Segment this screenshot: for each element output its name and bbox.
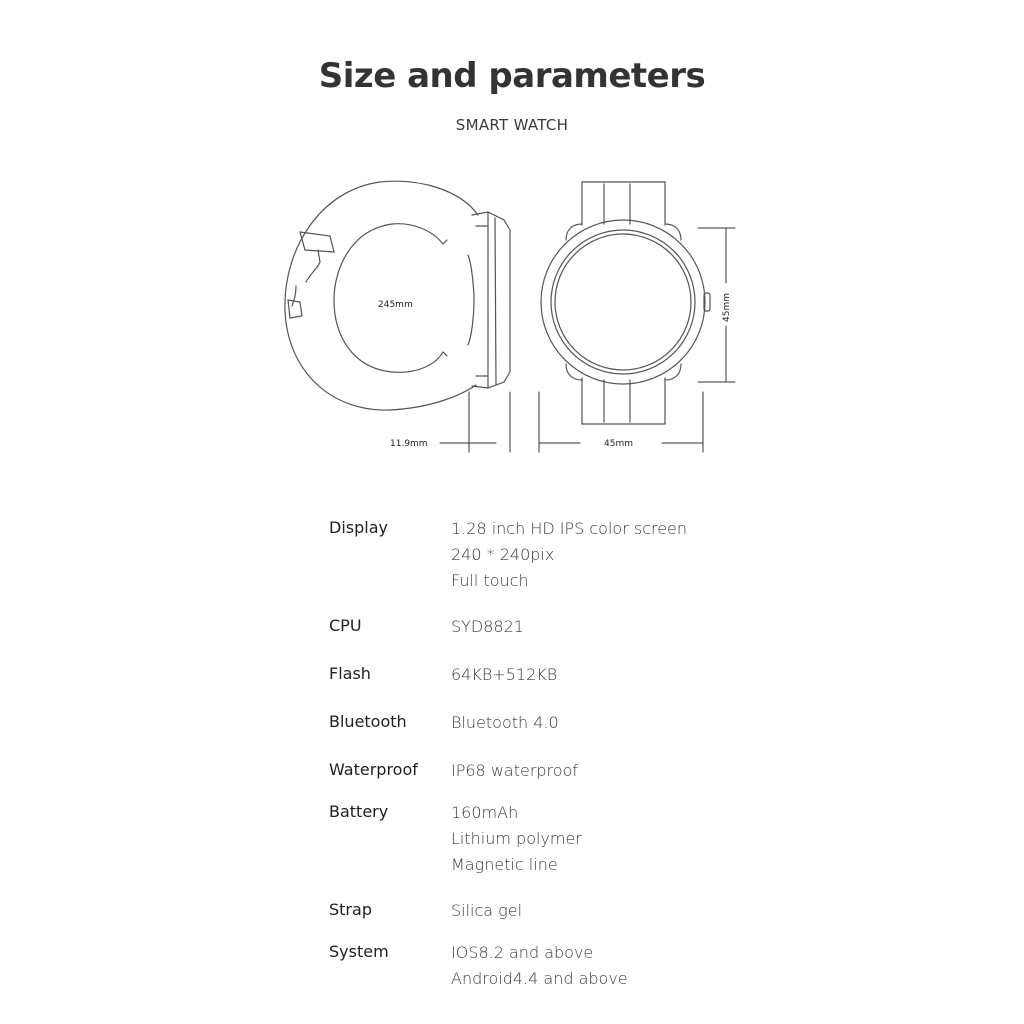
spec-label: Strap — [329, 900, 372, 919]
spec-value: IOS8.2 and above — [451, 943, 594, 962]
spec-label: Display — [329, 518, 388, 537]
spec-value: Full touch — [451, 571, 529, 590]
spec-value: 160mAh — [451, 803, 519, 822]
spec-values — [451, 940, 628, 992]
page-title: Size and parameters — [318, 56, 706, 96]
spec-label: Flash — [329, 664, 371, 683]
spec-label: Battery — [329, 802, 389, 821]
spec-label: CPU — [329, 616, 362, 635]
spec-value: 64KB+512KB — [451, 665, 558, 684]
spec-value: SYD8821 — [451, 617, 524, 636]
spec-label: Bluetooth — [329, 712, 407, 731]
spec-values — [451, 516, 687, 594]
spec-label: Waterproof — [329, 760, 418, 779]
spec-value: Magnetic line — [451, 855, 558, 874]
height-label: 45mm — [722, 293, 732, 322]
dimension-lines — [440, 228, 735, 452]
side-view-drawing — [285, 181, 510, 410]
spec-value: Bluetooth 4.0 — [451, 713, 559, 732]
spec-values — [451, 614, 524, 640]
spec-values — [451, 662, 557, 688]
thickness-label: 11.9mm — [390, 439, 428, 449]
spec-value: IP68 waterproof — [451, 761, 578, 780]
spec-value: 1.28 inch HD IPS color screen — [451, 519, 688, 538]
spec-label: System — [329, 942, 389, 961]
spec-values — [451, 758, 578, 784]
strap-length-label: 245mm — [378, 300, 413, 310]
width-label: 45mm — [604, 439, 633, 449]
spec-values — [451, 800, 582, 878]
watch-dimension-diagram — [0, 0, 1024, 480]
front-view-drawing — [541, 182, 710, 424]
spec-values — [451, 710, 559, 736]
spec-value: Lithium polymer — [451, 829, 582, 848]
spec-value: Silica gel — [451, 901, 523, 920]
spec-values — [451, 898, 522, 924]
spec-value: Android4.4 and above — [451, 969, 628, 988]
page-subtitle: SMART WATCH — [455, 116, 569, 134]
spec-value: 240 * 240pix — [451, 545, 555, 564]
